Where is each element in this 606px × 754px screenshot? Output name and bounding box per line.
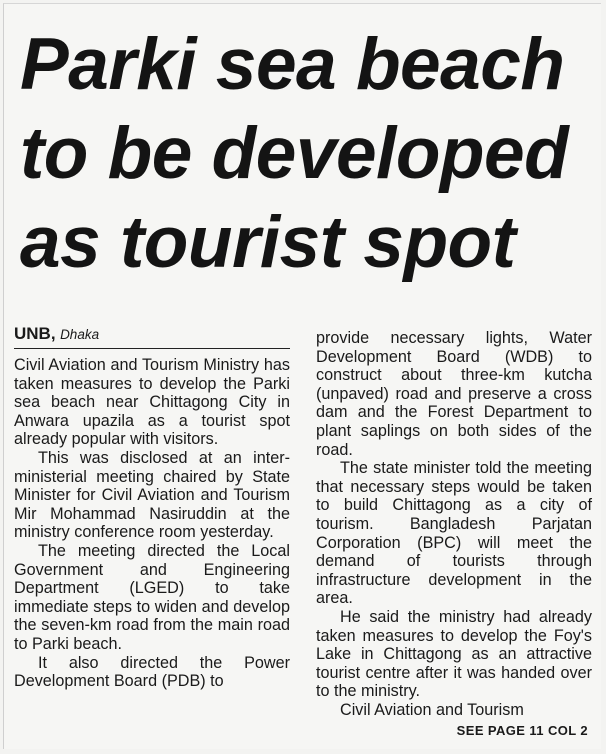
headline-line-3: as tourist spot [20,202,516,283]
article-column-2 [316,329,592,719]
continuation-note: SEE PAGE 11 COL 2 [456,723,588,738]
headline [20,20,596,287]
paragraph: It also directed the Power Development Board (PDB) to [14,653,290,691]
paragraph: Civil Aviation and Tourism Ministry has taken measures to develop the Parki sea beach near Chittagong City in Anwara upazila as a tourist spot already popular with visitors. [14,356,290,449]
headline-line-1: Parki sea beach [20,24,565,105]
paragraph: The meeting directed the Local Government and Engineering Department (LGED) to take immediate steps to widen and develop the seven-km road from the main road to Parki beach. [14,541,290,653]
paragraph: The state minister told the meeting that necessary steps would be taken to build Chittagong as a city of tourism. Bangladesh Parjatan Corporation (BPC) will meet the demand of tourists through infrastructure development in the area. [316,459,592,608]
byline-agency: UNB, [14,324,56,343]
headline-line-2: to be developed [20,113,569,194]
byline-place: Dhaka [60,327,100,342]
article-column-1 [14,325,290,691]
paragraph: provide necessary lights, Water Development Board (WDB) to construct about three-km kutcha (unpaved) road and preserve a cross dam and the Forest Department to plant saplings on both sides of the road. [316,329,592,459]
paragraph: Civil Aviation and Tourism [340,700,524,719]
byline [14,325,290,349]
paragraph: He said the ministry had already taken measures to develop the Foy's Lake in Chittagong as an attractive tourist centre after it was handed over to the ministry. [316,607,592,701]
paragraph: This was disclosed at an inter-ministerial meeting chaired by State Minister for Civil Aviation and Tourism Mir Mohammad Nasiruddin at the ministry conference room yesterday. [14,448,290,542]
